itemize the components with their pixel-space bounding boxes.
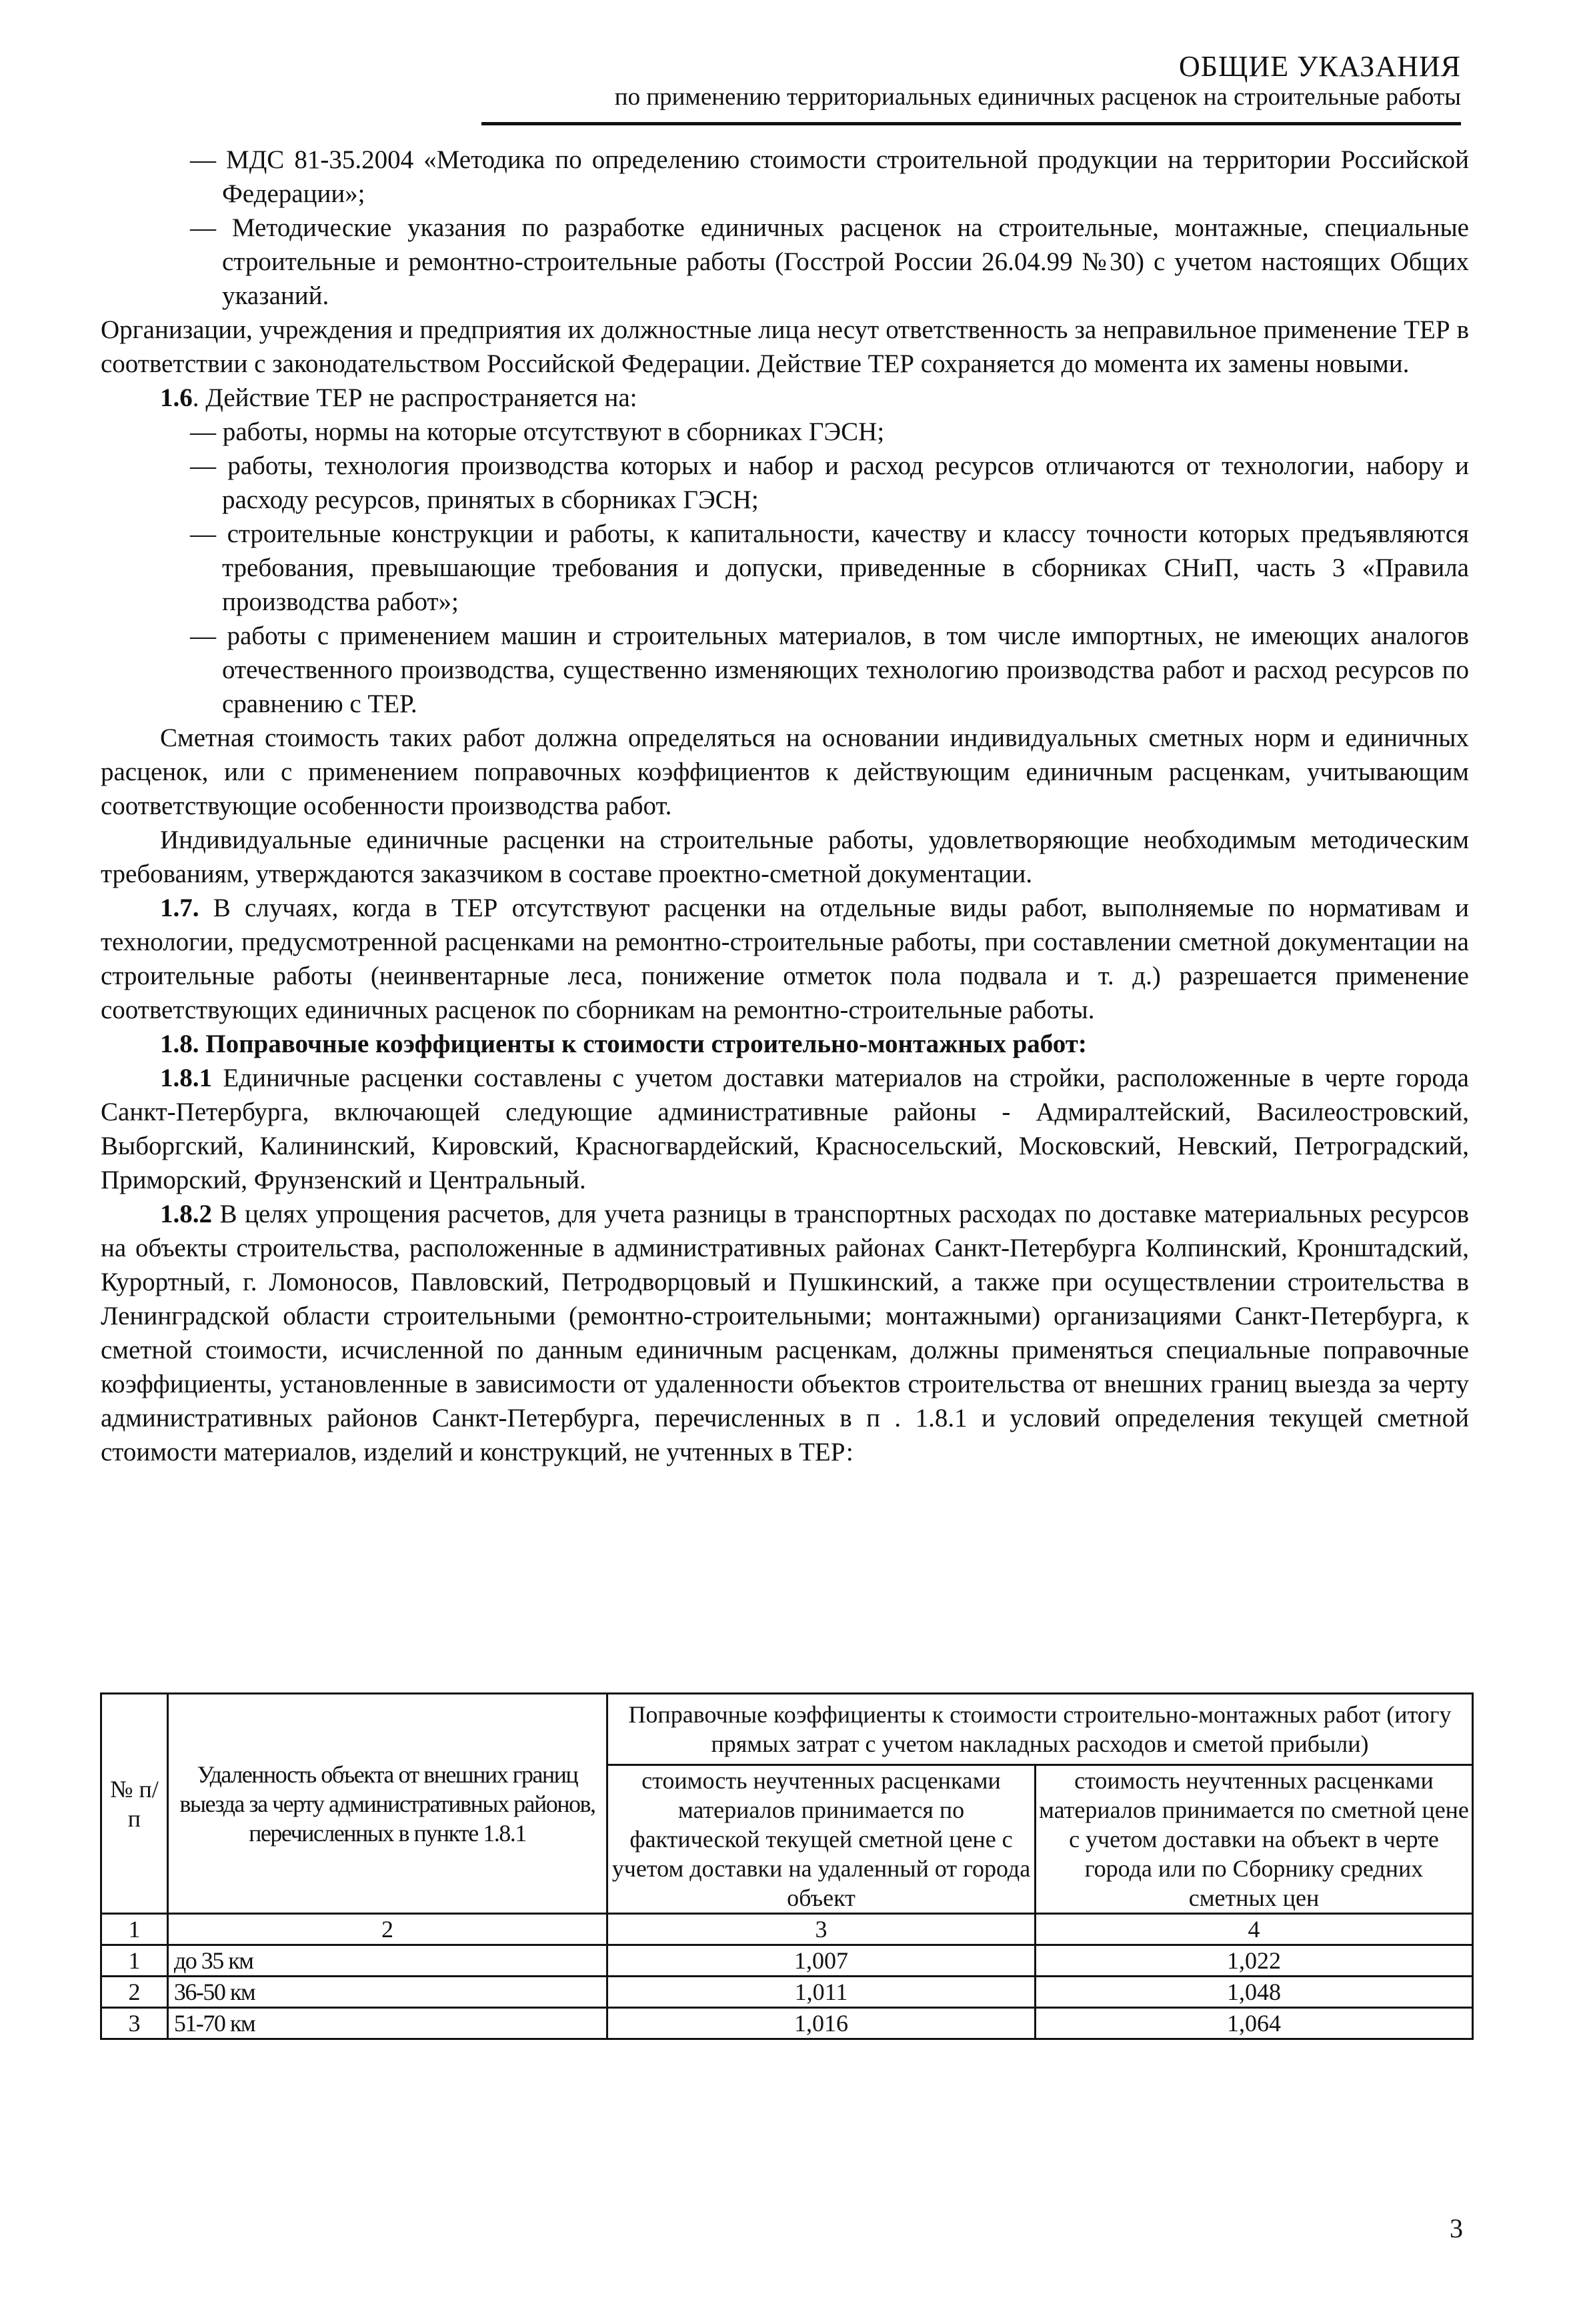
- row-coef-col3: 1,011: [607, 1977, 1036, 2008]
- table-header-row: [101, 1694, 1473, 1765]
- section-number: 1.8.1: [160, 1064, 212, 1092]
- section-1-6: 1.6. Действие ТЕР не распространяется на:: [160, 383, 637, 412]
- header-group: Поправочные коэффициенты к стоимости строительно-монтажных работ (итогу прямых затрат с учетом накладных расходов и сметой прибыли): [607, 1694, 1473, 1765]
- col-number: 3: [607, 1914, 1036, 1945]
- list-item: — работы с применением машин и строительных материалов, в том числе импортных, не имеющих аналогов отечественного производства, существенно изменяющих технологию производства работ и расход ресурсов по сравнению с ТЕР.: [190, 622, 1470, 718]
- row-number: 2: [101, 1977, 168, 2008]
- section-number: 1.8.2: [160, 1200, 212, 1228]
- row-number: 1: [101, 1945, 168, 1977]
- list-item: — строительные конструкции и работы, к капитальности, качеству и классу точности которых предъявляются требования, превышающие требования и допуски, приведенные в сборниках СНиП, часть 3 «Правила производства работ»;: [190, 519, 1469, 616]
- table-row: [101, 2008, 1473, 2039]
- row-coef-col4: 1,064: [1036, 2008, 1473, 2039]
- col-number: 4: [1036, 1914, 1473, 1945]
- section-1-8-2: 1.8.2 В целях упрощения расчетов, для учета разницы в транспортных расходах по доставке материальных ресурсов на объекты строительства, расположенные в административных районах Санкт-Петербурга Колпинский, Кронштадский, Курортный, г. Ломоносов, Павловский, Петродворцовый и Пушкинский, а также при осуществлении строительства в Ленинградской области строительными (ремонтно-строительными; монтажными) организациями Санкт-Петербурга, к сметной стоимости, исчисленной по данным единичным расценкам, должны применяться специальные поправочные коэффициенты, установленные в зависимости от удаленности объектов строительства от внешних границ выезда за черту административных районов Санкт-Петербурга, перечисленных в п . 1.8.1 и условий определения текущей сметной стоимости материалов, изделий и конструкций, не учтенных в ТЕР:: [101, 1200, 1469, 1466]
- table-row: [101, 1945, 1473, 1977]
- row-distance: 51-70 км: [167, 2008, 607, 2039]
- section-1-8-title: 1.8. Поправочные коэффициенты к стоимости строительно-монтажных работ:: [160, 1030, 1087, 1058]
- paragraph-individual: Индивидуальные единичные расценки на строительные работы, удовлетворяющие необходимым методическим требованиям, утверждаются заказчиком в составе проектно-сметной документации.: [101, 826, 1469, 888]
- header-title: ОБЩИЕ УКАЗАНИЯ: [1179, 50, 1461, 83]
- coefficients-table: [100, 1692, 1474, 2040]
- header-rule: [481, 122, 1461, 125]
- header-col3: стоимость неучтенных расценками материалов принимается по фактической текущей сметной цене с учетом доставки на удаленный от города объект: [607, 1765, 1036, 1914]
- header-num: № п/п: [101, 1694, 168, 1914]
- col-number: 1: [101, 1914, 168, 1945]
- row-distance: до 35 км: [167, 1945, 607, 1977]
- section-number: 1.7.: [160, 894, 199, 922]
- column-numbers-row: [101, 1914, 1473, 1945]
- row-coef-col3: 1,016: [607, 2008, 1036, 2039]
- row-distance: 36-50 км: [167, 1977, 607, 2008]
- header-distance: Удаленность объекта от внешних границ выезда за черту административных районов, перечисленных в пункте 1.8.1: [167, 1694, 607, 1914]
- section-1-8-1: 1.8.1 Единичные расценки составлены с учетом доставки материалов на стройки, расположенные в черте города Санкт-Петербурга, включающей следующие административные районы - Адмиралтейский, Василеостровский, Выборгский, Калининский, Кировский, Красногвардейский, Красносельский, Московский, Невский, Петроградский, Приморский, Фрунзенский и Центральный.: [101, 1064, 1469, 1194]
- row-coef-col4: 1,022: [1036, 1945, 1473, 1977]
- header-subtitle: по применению территориальных единичных расценок на строительные работы: [614, 83, 1461, 111]
- table-row: [101, 1977, 1473, 2008]
- page-number: 3: [1450, 2213, 1463, 2243]
- list-item: — Методические указания по разработке единичных расценок на строительные, монтажные, специальные строительные и ремонтно-строительные работы (Госстрой России 26.04.99 №30) с учетом настоящих Общих указаний.: [190, 213, 1469, 310]
- section-number: 1.6: [160, 383, 193, 412]
- row-coef-col4: 1,048: [1036, 1977, 1473, 2008]
- paragraph-responsibility: Организации, учреждения и предприятия их должностные лица несут ответственность за неправильное применение ТЕР в соответствии с законодательством Российской Федерации. Действие ТЕР сохраняется до момента их замены новыми.: [101, 315, 1469, 378]
- row-coef-col3: 1,007: [607, 1945, 1036, 1977]
- col-number: 2: [167, 1914, 607, 1945]
- paragraph-cost: Сметная стоимость таких работ должна определяться на основании индивидуальных сметных норм и единичных расценок, или с применением поправочных коэффициентов к действующим единичным расценкам, учитывающим соответствующие особенности производства работ.: [101, 724, 1469, 820]
- row-number: 3: [101, 2008, 168, 2039]
- header-col4: стоимость неучтенных расценками материалов принимается по сметной цене с учетом доставки на объект в черте города или по Сборнику средних сметных цен: [1036, 1765, 1473, 1914]
- list-item: — работы, технология производства которых и набор и расход ресурсов отличаются от технологии, набору и расходу ресурсов, принятых в сборниках ГЭСН;: [190, 451, 1469, 514]
- list-item: — МДС 81-35.2004 «Методика по определению стоимости строительной продукции на территории Российской Федерации»;: [190, 145, 1470, 208]
- section-1-7: 1.7. В случаях, когда в ТЕР отсутствуют расценки на отдельные виды работ, выполняемые по нормативам и технологии, предусмотренной расценками на ремонтно-строительные работы, при составлении сметной документации на строительные работы (неинвентарные леса, понижение отметок пола подвала и т. д.) разрешается применение соответствующих единичных расценок по сборникам на ремонтно-строительные работы.: [101, 894, 1469, 1024]
- list-item: — работы, нормы на которые отсутствуют в сборниках ГЭСН;: [190, 417, 885, 446]
- document-body: [101, 143, 1469, 1469]
